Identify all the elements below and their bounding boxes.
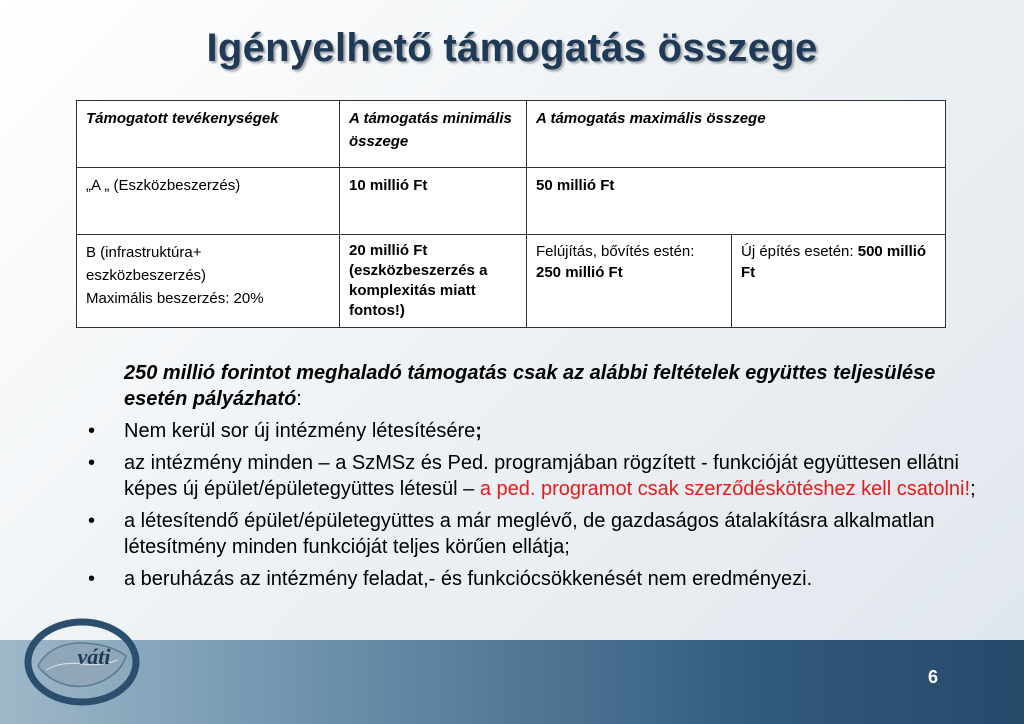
row-b-max-renovation xyxy=(527,235,732,328)
row-b-max-new xyxy=(732,235,946,328)
row-a-min: 10 millió Ft xyxy=(340,168,527,235)
table-row xyxy=(77,235,946,328)
bullet-icon: • xyxy=(88,452,96,474)
new-build-value: 500 millió Ft xyxy=(741,243,927,281)
row-b-activity-line3: Maximális beszerzés: 20% xyxy=(86,290,264,307)
table-row xyxy=(77,168,946,235)
support-table xyxy=(76,100,946,328)
page-number: 6 xyxy=(927,667,938,687)
slide-title: Igényelhető támogatás összege xyxy=(206,26,818,70)
bullet2-text: az intézmény minden – a SzMSz és Ped. programjában rögzített - funkcióját együttesen ellátni képes új épület/épületegyüttes létesül – xyxy=(124,452,959,500)
list-item xyxy=(80,508,990,560)
conditions-text xyxy=(80,360,990,598)
row-b-min: 20 millió Ft (eszközbeszerzés a komplexitás miatt fontos!) xyxy=(340,235,527,328)
logo-text: váti xyxy=(77,644,111,669)
list-item xyxy=(80,566,990,592)
conditions-list xyxy=(80,418,990,592)
hungary-map-logo-icon xyxy=(20,612,142,710)
renovation-label: Felújítás, bővítés estén: xyxy=(536,243,695,260)
row-b-activity-line2: eszközbeszerzés) xyxy=(86,267,207,284)
list-item xyxy=(80,450,990,502)
row-b-activity xyxy=(77,235,340,328)
conditions-lead xyxy=(124,360,990,412)
footer-band xyxy=(0,640,1024,724)
header-min: A támogatás minimális összege xyxy=(340,101,527,168)
list-item xyxy=(80,418,990,444)
bullet4-text: a beruházás az intézmény feladat,- és funkciócsökkenését nem eredményezi. xyxy=(124,568,813,590)
table-header-row xyxy=(77,101,946,168)
lead-text: 250 millió forintot meghaladó támogatás csak az alábbi feltételek együttes teljesülése esetén pályázható xyxy=(124,362,936,410)
new-build-label: Új építés esetén: xyxy=(741,243,858,260)
bullet-icon: • xyxy=(88,510,96,532)
row-a-max: 50 millió Ft xyxy=(527,168,946,235)
row-b-activity-line1: B (infrastruktúra+ xyxy=(86,244,202,261)
header-activities: Támogatott tevékenységek xyxy=(77,101,340,168)
bullet3-text: a létesítendő épület/épületegyüttes a már meglévő, de gazdaságos átalakításra alkalmatlan létesítmény minden funkcióját teljes körűen ellátja; xyxy=(124,510,935,558)
bullet-icon: • xyxy=(88,568,96,590)
bullet1-end: ; xyxy=(475,420,482,442)
bullet2-end: ; xyxy=(970,478,976,500)
bullet-icon: • xyxy=(88,420,96,442)
lead-colon: : xyxy=(296,388,302,410)
bullet1-text: Nem kerül sor új intézmény létesítésére xyxy=(124,420,476,442)
renovation-value: 250 millió Ft xyxy=(536,264,623,281)
header-max: A támogatás maximális összege xyxy=(527,101,946,168)
row-a-activity: „A „ (Eszközbeszerzés) xyxy=(77,168,340,235)
bullet2-red-text: a ped. programot csak szerződéskötéshez kell csatolni! xyxy=(479,478,971,500)
